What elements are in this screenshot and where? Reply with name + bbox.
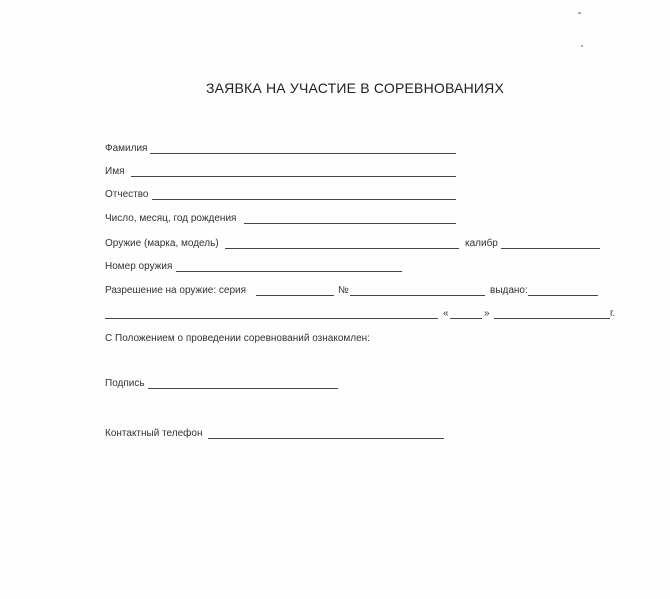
caliber-field[interactable] [501, 248, 600, 249]
caliber-label: калибр [465, 238, 498, 249]
weapon-field[interactable] [225, 248, 459, 249]
close-quote: » [484, 308, 490, 319]
issued-field[interactable] [528, 295, 598, 296]
acknowledgement-text: С Положением о проведении соревнований ознакомлен: [105, 333, 370, 344]
scan-speck [578, 12, 581, 14]
permit-series-field[interactable] [256, 295, 334, 296]
scan-speck [581, 45, 583, 47]
permit-number-field[interactable] [350, 295, 485, 296]
weapon-number-label: Номер оружия [105, 261, 173, 272]
issue-month-field[interactable] [494, 318, 610, 319]
signature-field[interactable] [148, 388, 338, 389]
name-field[interactable] [131, 176, 456, 177]
open-quote: « [443, 308, 449, 319]
surname-label: Фамилия [105, 143, 148, 154]
surname-field[interactable] [150, 153, 456, 154]
weapon-label: Оружие (марка, модель) [105, 238, 219, 249]
issued-by-field[interactable] [105, 318, 438, 319]
phone-field[interactable] [208, 438, 444, 439]
patronymic-field[interactable] [152, 199, 456, 200]
birthdate-field[interactable] [244, 223, 456, 224]
patronymic-label: Отчество [105, 189, 149, 200]
phone-label: Контактный телефон [105, 428, 203, 439]
form-title: ЗАЯВКА НА УЧАСТИЕ В СОРЕВНОВАНИЯХ [205, 80, 505, 96]
permit-number-label: № [338, 285, 349, 296]
permit-series-label: Разрешение на оружие: серия [105, 285, 247, 296]
weapon-number-field[interactable] [176, 271, 402, 272]
issue-day-field[interactable] [450, 318, 482, 319]
signature-label: Подпись [105, 378, 145, 389]
name-label: Имя [105, 166, 125, 177]
birthdate-label: Число, месяц, год рождения [105, 213, 237, 224]
year-suffix: г. [610, 308, 616, 319]
issued-label: выдано: [490, 285, 528, 296]
